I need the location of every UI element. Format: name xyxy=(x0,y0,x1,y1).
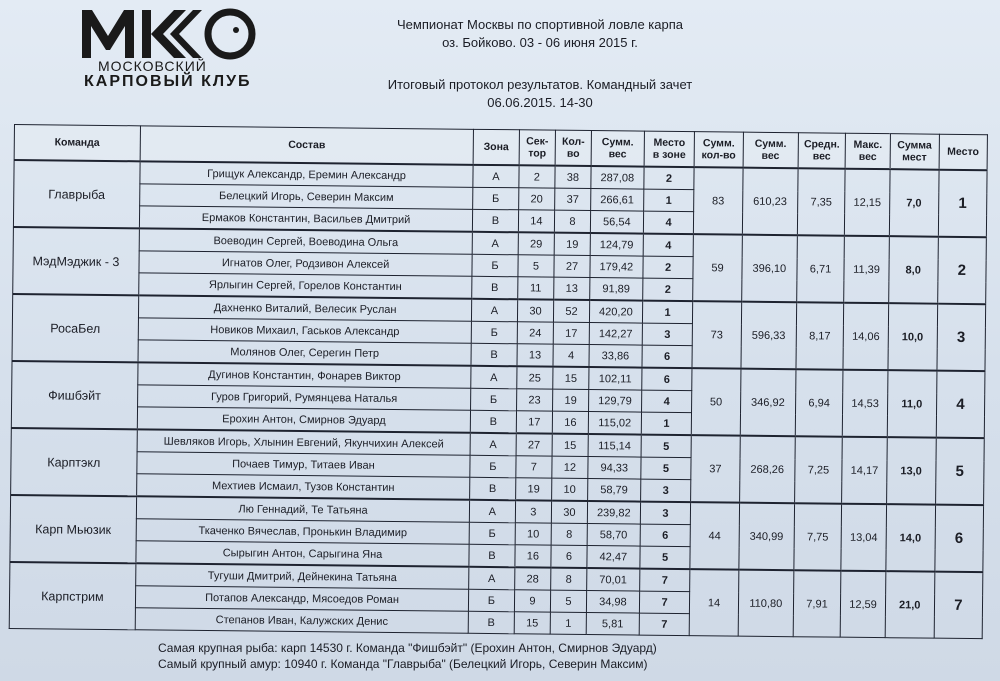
col-zone: Зона xyxy=(473,129,519,165)
sector-cell: 19 xyxy=(515,478,552,501)
col-members: Состав xyxy=(140,126,474,165)
team-name-cell: РосаБел xyxy=(12,294,138,362)
avg-weight-cell: 6,94 xyxy=(795,369,843,436)
weight-cell: 58,70 xyxy=(587,524,641,547)
sum-count-cell: 83 xyxy=(693,167,742,235)
zone-cell: В xyxy=(471,343,516,366)
weight-cell: 142,27 xyxy=(589,323,643,346)
weight-cell: 56,54 xyxy=(590,211,644,234)
zone-cell: А xyxy=(473,165,518,188)
zone-cell: А xyxy=(469,567,514,590)
members-cell: Сырыгин Антон, Сарыгина Яна xyxy=(136,541,470,567)
sum-count-cell: 59 xyxy=(693,234,742,302)
zone-place-cell: 3 xyxy=(641,479,691,502)
biggest-fish-note: Самая крупная рыба: карп 14530 г. Команда "Фишбэйт" (Ерохин Антон, Смирнов Эдуард) xyxy=(158,641,657,655)
weight-cell: 287,08 xyxy=(591,166,645,189)
zone-cell: А xyxy=(472,232,517,255)
protocol-heading xyxy=(330,76,750,112)
members-cell: Воеводин Сергей, Воеводина Ольга xyxy=(139,228,473,254)
members-cell: Почаев Тимур, Титаев Иван xyxy=(137,452,471,477)
sector-cell: 13 xyxy=(517,344,554,367)
max-weight-cell: 12,59 xyxy=(840,571,885,638)
sum-places-cell: 8,0 xyxy=(888,236,938,304)
final-place-cell: 3 xyxy=(937,304,986,372)
members-cell: Лю Геннадий, Те Татьяна xyxy=(136,496,470,522)
weight-cell: 91,89 xyxy=(589,278,643,301)
col-count: Кол- во xyxy=(555,130,591,166)
sector-cell: 28 xyxy=(514,567,551,590)
col-avg-weight: Средн. вес xyxy=(798,133,846,169)
zone-place-cell: 1 xyxy=(644,189,694,212)
sector-cell: 29 xyxy=(518,232,555,255)
sector-cell: 10 xyxy=(515,523,552,545)
zone-place-cell: 7 xyxy=(639,591,689,614)
zone-place-cell: 1 xyxy=(641,412,691,435)
count-cell: 52 xyxy=(554,300,590,323)
members-cell: Гуров Григорий, Румянцева Наталья xyxy=(137,385,471,410)
members-cell: Новиков Михаил, Гаськов Александр xyxy=(138,318,472,343)
avg-weight-cell: 6,71 xyxy=(796,235,844,302)
zone-place-cell: 3 xyxy=(642,323,692,346)
weight-cell: 70,01 xyxy=(586,568,640,591)
zone-place-cell: 1 xyxy=(642,301,692,324)
weight-cell: 115,02 xyxy=(588,412,642,435)
weight-cell: 266,61 xyxy=(590,189,644,212)
zone-cell: В xyxy=(473,209,518,232)
count-cell: 4 xyxy=(553,344,589,367)
zone-cell: Б xyxy=(470,455,515,477)
count-cell: 15 xyxy=(552,434,588,457)
logo-text-moscow: МОСКОВСКИЙ xyxy=(98,58,207,74)
protocol-datetime: 06.06.2015. 14-30 xyxy=(487,95,593,110)
weight-cell: 58,79 xyxy=(587,479,641,502)
col-place: Место xyxy=(939,134,988,170)
count-cell: 38 xyxy=(555,166,591,189)
members-cell: Мехтиев Исмаил, Тузов Константин xyxy=(136,474,470,500)
sum-weight-cell: 346,92 xyxy=(740,369,796,437)
final-place-cell: 2 xyxy=(937,237,986,305)
count-cell: 8 xyxy=(551,523,587,545)
members-cell: Ерохин Антон, Смирнов Эдуард xyxy=(137,407,471,433)
count-cell: 27 xyxy=(554,255,590,277)
count-cell: 8 xyxy=(555,210,591,233)
zone-cell: В xyxy=(469,611,514,633)
sector-cell: 14 xyxy=(518,210,555,233)
results-table xyxy=(9,124,988,639)
weight-cell: 179,42 xyxy=(590,256,644,279)
sum-count-cell: 50 xyxy=(691,368,740,436)
sum-places-cell: 14,0 xyxy=(886,504,936,572)
zone-place-cell: 4 xyxy=(643,211,693,234)
count-cell: 12 xyxy=(552,456,588,478)
count-cell: 19 xyxy=(554,233,590,256)
zone-place-cell: 2 xyxy=(644,167,694,190)
final-place-cell: 5 xyxy=(935,438,984,506)
sum-weight-cell: 596,33 xyxy=(741,302,797,370)
sector-cell: 20 xyxy=(518,188,555,210)
mk-logo-mark xyxy=(78,6,268,62)
max-weight-cell: 14,53 xyxy=(843,370,888,437)
zone-cell: Б xyxy=(469,522,514,544)
count-cell: 16 xyxy=(553,411,589,434)
sector-cell: 3 xyxy=(515,500,552,523)
zone-cell: Б xyxy=(473,187,518,209)
zone-place-cell: 2 xyxy=(643,278,693,301)
team-name-cell: Карпстрим xyxy=(9,562,135,630)
col-weight: Сумм. вес xyxy=(591,131,645,167)
biggest-amur-note: Самый крупный амур: 10940 г. Команда "Главрыба" (Белецкий Игорь, Северин Максим) xyxy=(158,657,648,671)
footer-notes xyxy=(158,640,657,672)
members-cell: Ермаков Константин, Васильев Дмитрий xyxy=(139,206,473,232)
max-weight-cell: 14,06 xyxy=(843,303,888,370)
sum-places-cell: 13,0 xyxy=(886,437,936,505)
final-place-cell: 6 xyxy=(935,505,984,573)
count-cell: 37 xyxy=(555,188,591,210)
zone-cell: А xyxy=(471,366,516,389)
weight-cell: 34,98 xyxy=(586,591,640,614)
max-weight-cell: 11,39 xyxy=(844,236,889,303)
weight-cell: 115,14 xyxy=(588,434,642,457)
zone-cell: Б xyxy=(472,321,517,343)
team-name-cell: Карптэкл xyxy=(11,428,137,496)
zone-cell: Б xyxy=(471,388,516,410)
sector-cell: 7 xyxy=(515,456,552,478)
members-cell: Грищук Александр, Еремин Александр xyxy=(140,161,474,187)
results-body xyxy=(9,160,987,639)
zone-cell: А xyxy=(470,500,515,523)
heading-title: Чемпионат Москвы по спортивной ловле карпа xyxy=(396,17,683,32)
members-cell: Игнатов Олег, Родзивон Алексей xyxy=(139,251,473,276)
sum-places-cell: 10,0 xyxy=(888,303,938,371)
col-sum-count: Сумм. кол-во xyxy=(694,132,743,168)
col-team: Команда xyxy=(14,125,140,162)
avg-weight-cell: 7,91 xyxy=(793,570,841,637)
count-cell: 5 xyxy=(551,590,587,612)
sector-cell: 16 xyxy=(514,545,551,568)
sector-cell: 30 xyxy=(517,299,554,322)
sector-cell: 15 xyxy=(514,612,551,634)
sector-cell: 27 xyxy=(516,433,553,456)
count-cell: 6 xyxy=(551,545,587,568)
team-name-cell: Главрыба xyxy=(13,160,139,228)
avg-weight-cell: 7,25 xyxy=(794,436,842,503)
sector-cell: 11 xyxy=(517,277,554,300)
members-cell: Дугинов Константин, Фонарев Виктор xyxy=(138,362,472,388)
sum-weight-cell: 610,23 xyxy=(742,168,798,236)
sum-places-cell: 21,0 xyxy=(885,571,935,638)
zone-place-cell: 4 xyxy=(642,390,692,413)
zone-cell: В xyxy=(471,410,516,433)
weight-cell: 5,81 xyxy=(586,613,640,636)
sector-cell: 25 xyxy=(516,366,553,389)
sum-weight-cell: 268,26 xyxy=(739,436,795,504)
zone-cell: А xyxy=(470,433,515,456)
count-cell: 1 xyxy=(551,612,587,634)
sector-cell: 17 xyxy=(516,411,553,434)
zone-place-cell: 5 xyxy=(641,457,691,480)
weight-cell: 42,47 xyxy=(587,546,641,569)
team-name-cell: Фишбэйт xyxy=(11,361,137,429)
avg-weight-cell: 7,35 xyxy=(797,168,845,235)
zone-cell: Б xyxy=(472,254,517,276)
sum-count-cell: 44 xyxy=(690,502,739,570)
count-cell: 13 xyxy=(554,277,590,300)
sum-places-cell: 11,0 xyxy=(887,370,937,438)
sum-places-cell: 7,0 xyxy=(889,169,939,237)
sector-cell: 23 xyxy=(516,389,553,411)
col-sum-places: Сумма мест xyxy=(890,134,939,170)
zone-place-cell: 6 xyxy=(640,524,690,547)
zone-place-cell: 5 xyxy=(641,435,691,458)
final-place-cell: 7 xyxy=(934,572,983,639)
zone-cell: А xyxy=(472,299,517,322)
weight-cell: 102,11 xyxy=(588,367,642,390)
members-cell: Молянов Олег, Серегин Петр xyxy=(138,340,472,366)
avg-weight-cell: 7,75 xyxy=(794,503,842,570)
zone-place-cell: 7 xyxy=(639,613,689,636)
count-cell: 30 xyxy=(552,501,588,524)
zone-cell: Б xyxy=(469,589,514,611)
weight-cell: 94,33 xyxy=(588,457,642,480)
col-sector: Сек- тор xyxy=(519,130,556,166)
max-weight-cell: 13,04 xyxy=(841,504,886,571)
weight-cell: 33,86 xyxy=(589,345,643,368)
max-weight-cell: 14,17 xyxy=(842,437,887,504)
logo-text-club: КАРПОВЫЙ КЛУБ xyxy=(84,73,252,90)
count-cell: 10 xyxy=(552,478,588,501)
weight-cell: 239,82 xyxy=(587,501,641,524)
sector-cell: 9 xyxy=(514,590,551,612)
championship-heading xyxy=(330,16,750,52)
members-cell: Дахненко Виталий, Велесик Руслан xyxy=(138,295,472,321)
zone-place-cell: 7 xyxy=(640,569,690,592)
sum-weight-cell: 110,80 xyxy=(738,570,794,637)
members-cell: Степанов Иван, Калужских Денис xyxy=(135,608,469,633)
zone-place-cell: 2 xyxy=(643,256,693,279)
members-cell: Шевляков Игорь, Хлынин Евгений, Якунчихин Алексей xyxy=(137,429,471,455)
zone-cell: В xyxy=(470,477,515,500)
weight-cell: 129,79 xyxy=(588,390,642,413)
final-place-cell: 4 xyxy=(936,371,985,439)
max-weight-cell: 12,15 xyxy=(845,169,890,236)
members-cell: Ярлыгин Сергей, Горелов Константин xyxy=(138,273,472,299)
col-zone-place: Место в зоне xyxy=(644,131,694,167)
sum-count-cell: 73 xyxy=(692,301,741,369)
sector-cell: 24 xyxy=(517,322,554,344)
final-place-cell: 1 xyxy=(938,170,987,238)
sum-count-cell: 14 xyxy=(689,569,738,636)
sum-count-cell: 37 xyxy=(691,435,740,503)
team-name-cell: МэдМэджик - 3 xyxy=(13,227,139,295)
sum-weight-cell: 340,99 xyxy=(739,503,795,571)
col-max-weight: Макс. вес xyxy=(845,133,890,169)
zone-cell: В xyxy=(472,276,517,299)
zone-cell: В xyxy=(469,544,514,567)
members-cell: Тугуши Дмитрий, Дейнекина Татьяна xyxy=(135,563,469,589)
members-cell: Ткаченко Вячеслав, Пронькин Владимир xyxy=(136,519,470,544)
heading-venue-dates: оз. Бойково. 03 - 06 июня 2015 г. xyxy=(442,35,638,50)
members-cell: Белецкий Игорь, Северин Максим xyxy=(139,184,473,209)
members-cell: Потапов Александр, Мясоедов Роман xyxy=(135,586,469,611)
sector-cell: 5 xyxy=(517,255,554,277)
team-name-cell: Карп Мьюзик xyxy=(10,495,136,563)
count-cell: 8 xyxy=(551,568,587,591)
zone-place-cell: 6 xyxy=(642,368,692,391)
sector-cell: 2 xyxy=(518,165,555,188)
sum-weight-cell: 396,10 xyxy=(742,235,798,303)
protocol-title: Итоговый протокол результатов. Командный зачет xyxy=(387,77,693,92)
zone-place-cell: 5 xyxy=(640,546,690,569)
count-cell: 15 xyxy=(553,367,589,390)
col-sum-weight: Сумм. вес xyxy=(743,132,798,168)
count-cell: 19 xyxy=(553,389,589,411)
zone-place-cell: 3 xyxy=(640,502,690,525)
zone-place-cell: 4 xyxy=(643,234,693,257)
weight-cell: 124,79 xyxy=(590,233,644,256)
weight-cell: 420,20 xyxy=(589,300,643,323)
zone-place-cell: 6 xyxy=(642,345,692,368)
count-cell: 17 xyxy=(554,322,590,344)
avg-weight-cell: 8,17 xyxy=(796,302,844,369)
club-logo xyxy=(78,6,268,88)
